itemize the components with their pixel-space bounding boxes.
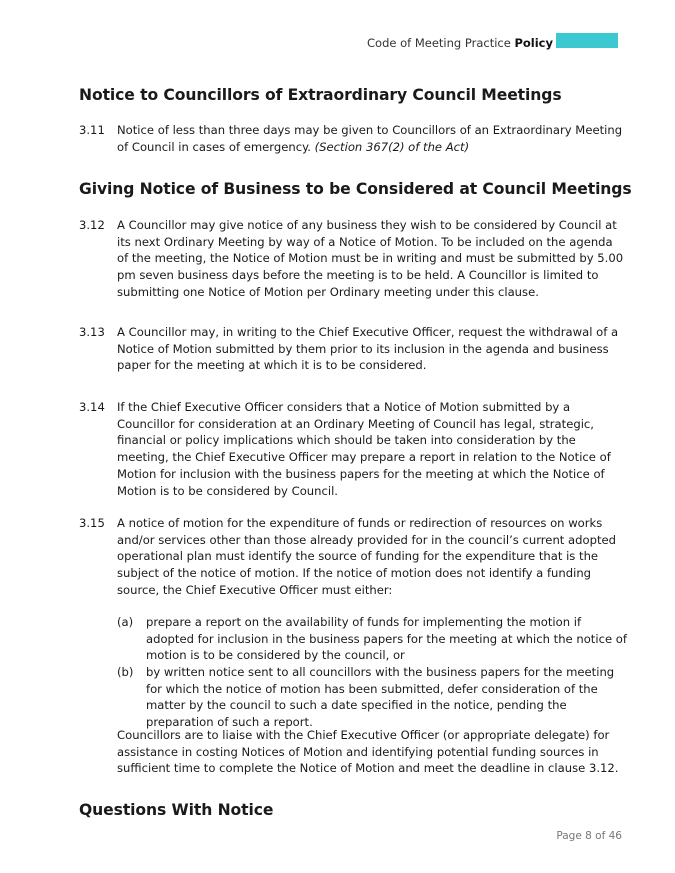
clause-3-11 (79, 122, 624, 155)
header-accent-bar (556, 33, 618, 48)
clause-text: A Councillor may give notice of any business they wish to be considered by Council at its next Ordinary Meeting by way of a Notice of Motion. To be included on the agenda of the meeting, the Notice of Motion must be in writing and must be submitted by 5.00 pm seven business days before the meeting is to be held. A Councillor is limited to submitting one Notice of Motion per Ordinary meeting under this clause. (117, 218, 624, 299)
clause-number: 3.15 (79, 516, 105, 530)
clause-number: 3.14 (79, 400, 105, 414)
section-heading-questions-with-notice: Questions With Notice (79, 801, 274, 819)
clause-text: A Councillor may, in writing to the Chief Executive Officer, request the withdrawal of a Notice of Motion submitted by them prior to its inclusion in the agenda and business paper for the meeting at which it is to be considered. (117, 325, 619, 373)
clause-text: Notice of less than three days may be given to Councillors of an Extraordinary Meeting of Council in cases of emergency. (Section 367(2) of the Act) (117, 123, 623, 154)
sub-item-label: (a) (117, 615, 134, 629)
page-number: Page 8 of 46 (556, 830, 622, 842)
clause-3-14 (79, 399, 624, 499)
page-header (367, 34, 618, 51)
clause-number: 3.11 (79, 123, 105, 137)
document-title-bold: Policy (514, 35, 553, 50)
sub-item-text: prepare a report on the availability of funds for implementing the motion if adopted for inclusion in the business papers for the meeting at which the notice of motion is to be considered by the council, or (146, 615, 627, 663)
sub-item-b (117, 664, 629, 731)
sub-item-label: (b) (117, 665, 134, 679)
clause-text: If the Chief Executive Officer considers that a Notice of Motion submitted by a Councillor for consideration at an Ordinary Meeting of Council has legal, strategic, financial or policy implications which should be taken into consideration by the meeting, the Chief Executive Officer may prepare a report in relation to the Notice of Motion for inclusion with the business papers for the meeting at which the Notice of Motion is to be considered by Council. (117, 400, 611, 498)
clause-3-15-closing: Councillors are to liaise with the Chief Executive Officer (or appropriate delegate) for assistance in costing Notices of Motion and identifying potential funding sources in sufficient time to complete the Notice of Motion and meet the deadline in clause 3.12. (117, 728, 619, 776)
clause-text: A notice of motion for the expenditure of funds or redirection of resources on works and/or services other than those already provided for in the council’s current adopted operational plan must identify the source of funding for the expenditure that is the subject of the notice of motion. If the notice of motion does not identify a funding source, the Chief Executive Officer must either: (117, 516, 616, 597)
clause-number: 3.12 (79, 218, 105, 232)
clause-citation: (Section 367(2) of the Act) (314, 139, 470, 154)
clause-3-15 (79, 515, 624, 599)
section-heading-extraordinary-meetings: Notice to Councillors of Extraordinary Council Meetings (79, 86, 562, 104)
clause-3-12 (79, 217, 624, 301)
document-title: Code of Meeting Practice Policy (367, 35, 553, 50)
section-heading-giving-notice: Giving Notice of Business to be Considered at Council Meetings (79, 180, 632, 198)
clause-3-13 (79, 324, 624, 374)
sub-item-text: by written notice sent to all councillors with the business papers for the meeting for which the notice of motion has been submitted, defer consideration of the matter by the council to such a date specified in the notice, pending the preparation of such a report. (146, 665, 615, 730)
sub-item-a (117, 614, 629, 664)
clause-number: 3.13 (79, 325, 105, 339)
